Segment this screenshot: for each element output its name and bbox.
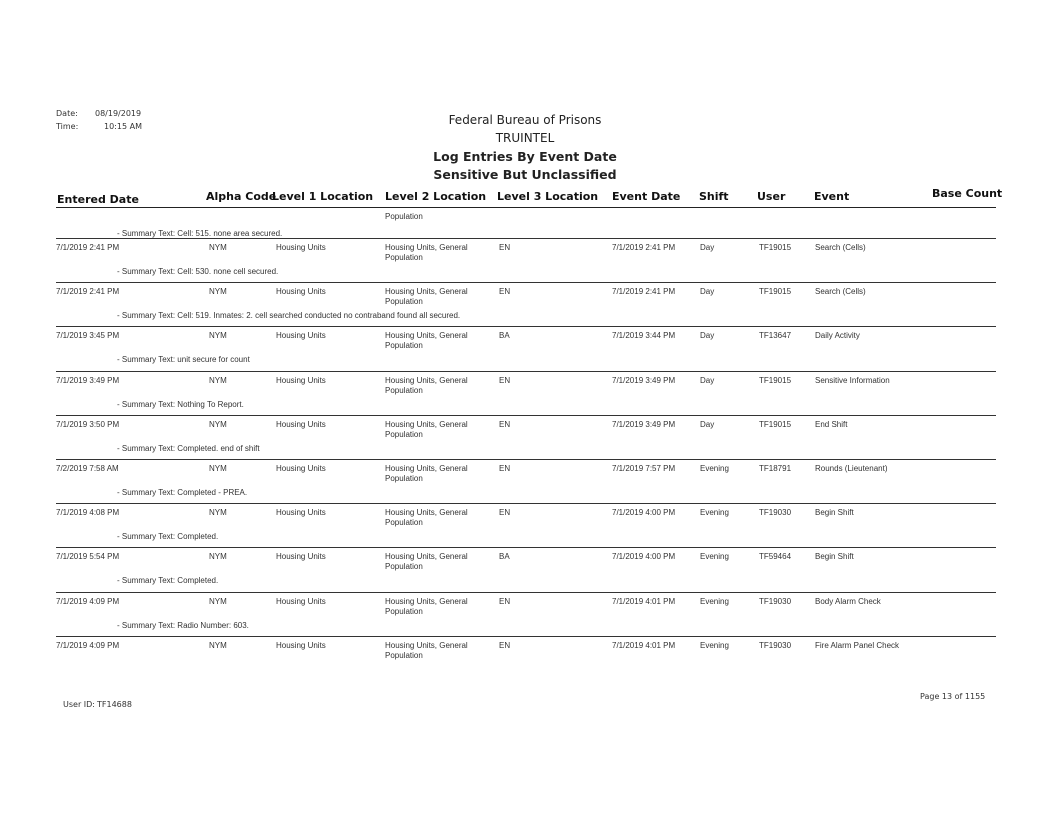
level1-location-cell: Housing Units [276,641,326,650]
user-cell: TF18791 [759,464,792,473]
summary-text: - Summary Text: Completed. [117,576,219,585]
level3-location-cell: EN [499,420,511,429]
col-user: User [757,190,786,203]
level1-location-cell: Housing Units [276,597,326,606]
event-date-cell: 7/1/2019 2:41 PM [612,287,676,296]
col-level2-location: Level 2 Location [385,190,487,203]
entered-date-cell: 7/1/2019 3:49 PM [56,376,120,385]
summary-text: - Summary Text: Cell: 519. Inmates: 2. cell searched conducted no contraband found all secured. [117,311,461,320]
alpha-code-cell: NYM [209,552,227,561]
level3-location-cell: EN [499,508,511,517]
alpha-code-cell: NYM [209,287,227,296]
shift-cell: Day [700,331,715,340]
level2-location-cell: Housing Units, General Population [385,243,468,262]
carryover-summary: - Summary Text: Cell: 515. none area secured. [117,229,283,238]
level1-location-cell: Housing Units [276,243,326,252]
summary-text: - Summary Text: Radio Number: 603. [117,621,249,630]
row-divider [56,592,996,593]
col-shift: Shift [699,190,729,203]
summary-text: - Summary Text: unit secure for count [117,355,250,364]
summary-text: - Summary Text: Completed. end of shift [117,444,260,453]
shift-cell: Day [700,243,715,252]
level1-location-cell: Housing Units [276,552,326,561]
system-title: TRUINTEL [495,131,555,145]
alpha-code-cell: NYM [209,331,227,340]
event-date-cell: 7/1/2019 3:49 PM [612,376,676,385]
shift-cell: Evening [700,552,729,561]
user-cell: TF19030 [759,597,792,606]
level2-location-cell: Housing Units, General Population [385,420,468,439]
event-cell: Sensitive Information [815,376,890,385]
row-divider [56,371,996,372]
carryover-level2: Population [385,212,423,221]
event-cell: Fire Alarm Panel Check [815,641,900,650]
level3-location-cell: EN [499,243,511,252]
level3-location-cell: EN [499,287,511,296]
level2-location-cell: Housing Units, General Population [385,641,468,660]
shift-cell: Day [700,420,715,429]
level2-location-cell: Housing Units, General Population [385,331,468,350]
row-divider [56,503,996,504]
alpha-code-cell: NYM [209,376,227,385]
user-cell: TF19030 [759,508,792,517]
user-cell: TF19015 [759,243,792,252]
classification-title: Sensitive But Unclassified [433,167,617,182]
shift-cell: Day [700,287,715,296]
level1-location-cell: Housing Units [276,287,326,296]
col-base-count: Base Count [932,187,1003,200]
shift-cell: Day [700,376,715,385]
user-cell: TF19030 [759,641,792,650]
col-event: Event [814,190,850,203]
event-cell: Rounds (Lieutenant) [815,464,888,473]
level2-location-cell: Housing Units, General Population [385,552,468,571]
level3-location-cell: EN [499,597,511,606]
shift-cell: Evening [700,597,729,606]
entered-date-cell: 7/1/2019 4:08 PM [56,508,120,517]
event-cell: Body Alarm Check [815,597,881,606]
col-level3-location: Level 3 Location [497,190,599,203]
row-divider [56,415,996,416]
user-cell: TF59464 [759,552,792,561]
user-cell: TF13647 [759,331,792,340]
entered-date-cell: 7/1/2019 4:09 PM [56,641,120,650]
alpha-code-cell: NYM [209,420,227,429]
event-date-cell: 7/1/2019 4:01 PM [612,641,676,650]
event-date-cell: 7/1/2019 4:00 PM [612,552,676,561]
entered-date-cell: 7/2/2019 7:58 AM [56,464,119,473]
alpha-code-cell: NYM [209,641,227,650]
entered-date-cell: 7/1/2019 3:45 PM [56,331,120,340]
level2-location-cell: Housing Units, General Population [385,464,468,483]
event-date-cell: 7/1/2019 2:41 PM [612,243,676,252]
event-cell: End Shift [815,420,848,429]
row-divider [56,459,996,460]
col-level1-location: Level 1 Location [272,190,374,203]
level1-location-cell: Housing Units [276,508,326,517]
row-divider [56,636,996,637]
event-date-cell: 7/1/2019 3:44 PM [612,331,676,340]
alpha-code-cell: NYM [209,508,227,517]
col-event-date: Event Date [612,190,681,203]
entered-date-cell: 7/1/2019 3:50 PM [56,420,120,429]
level3-location-cell: EN [499,376,511,385]
page-number: Page 13 of 1155 [920,692,986,701]
user-cell: TF19015 [759,376,792,385]
alpha-code-cell: NYM [209,597,227,606]
level1-location-cell: Housing Units [276,464,326,473]
summary-text: - Summary Text: Completed. [117,532,219,541]
user-id-value: TF14688 [97,700,132,709]
level1-location-cell: Housing Units [276,331,326,340]
row-divider [56,282,996,283]
col-alpha-code: Alpha Code [206,190,277,203]
shift-cell: Evening [700,464,729,473]
entered-date-cell: 7/1/2019 2:41 PM [56,243,120,252]
time-value: 10:15 AM [104,122,142,131]
level3-location-cell: BA [499,552,510,561]
level3-location-cell: EN [499,464,511,473]
entered-date-cell: 7/1/2019 4:09 PM [56,597,120,606]
agency-title: Federal Bureau of Prisons [448,113,602,127]
level2-location-cell: Housing Units, General Population [385,597,468,616]
date-label: Date: [56,109,78,118]
user-id-label: User ID: [63,700,95,709]
user-cell: TF19015 [759,420,792,429]
summary-text: - Summary Text: Completed - PREA. [117,488,248,497]
event-cell: Search (Cells) [815,243,866,252]
level1-location-cell: Housing Units [276,420,326,429]
entered-date-cell: 7/1/2019 5:54 PM [56,552,120,561]
row-divider [56,326,996,327]
event-date-cell: 7/1/2019 7:57 PM [612,464,676,473]
user-cell: TF19015 [759,287,792,296]
level2-location-cell: Housing Units, General Population [385,376,468,395]
level1-location-cell: Housing Units [276,376,326,385]
event-date-cell: 7/1/2019 4:00 PM [612,508,676,517]
alpha-code-cell: NYM [209,464,227,473]
time-label: Time: [56,122,79,131]
event-date-cell: 7/1/2019 3:49 PM [612,420,676,429]
level2-location-cell: Housing Units, General Population [385,287,468,306]
date-value: 08/19/2019 [95,109,142,118]
header-divider [56,207,996,208]
event-cell: Begin Shift [815,508,854,517]
alpha-code-cell: NYM [209,243,227,252]
report-title: Log Entries By Event Date [433,149,617,164]
row-divider [56,547,996,548]
level3-location-cell: BA [499,331,510,340]
summary-text: - Summary Text: Nothing To Report. [117,400,244,409]
shift-cell: Evening [700,508,729,517]
col-entered-date: Entered Date [57,193,139,206]
event-date-cell: 7/1/2019 4:01 PM [612,597,676,606]
entered-date-cell: 7/1/2019 2:41 PM [56,287,120,296]
level2-location-cell: Housing Units, General Population [385,508,468,527]
summary-text: - Summary Text: Cell: 530. none cell secured. [117,267,279,276]
level3-location-cell: EN [499,641,511,650]
event-cell: Daily Activity [815,331,860,340]
shift-cell: Evening [700,641,729,650]
event-cell: Begin Shift [815,552,854,561]
event-cell: Search (Cells) [815,287,866,296]
row-divider [56,238,996,239]
